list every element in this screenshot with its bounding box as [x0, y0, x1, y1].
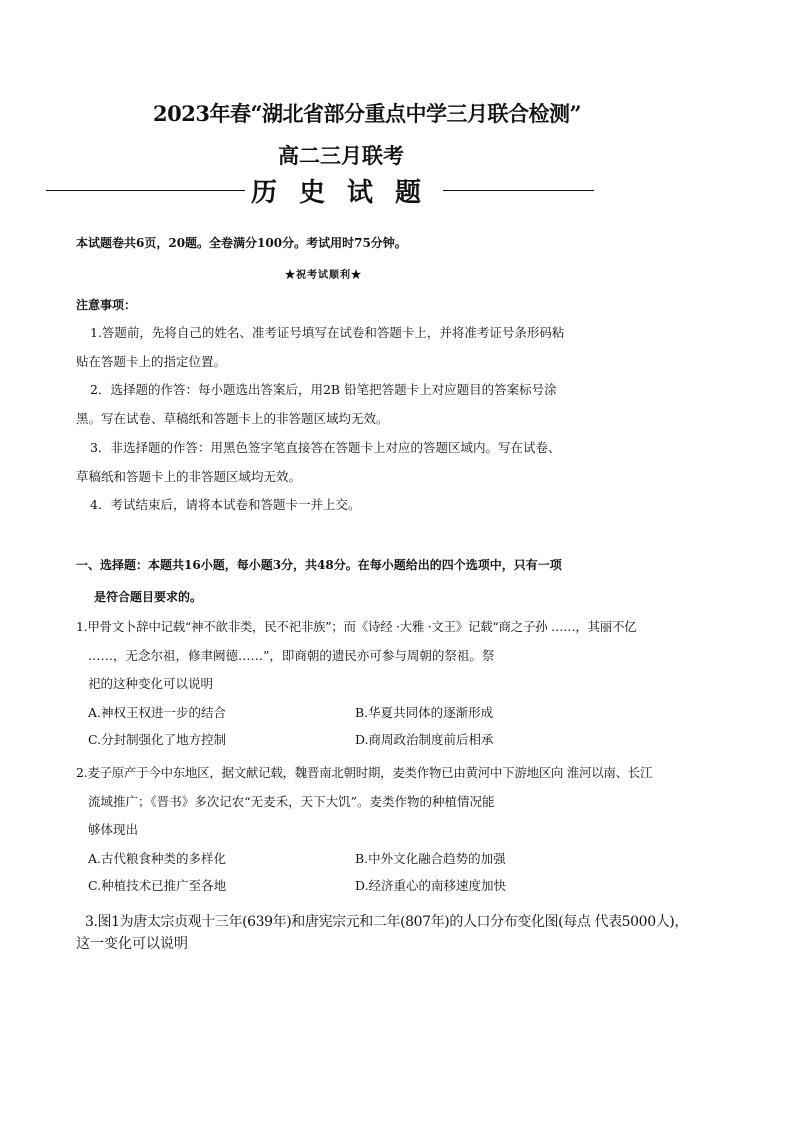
subject-title: 历史试题 — [245, 172, 443, 209]
exam-intro: 本试题卷共6页，20题。全卷满分100分。考试用时75分钟。 — [76, 236, 407, 250]
question-2-option-c: C.种植技术已推广至各地 — [88, 878, 227, 893]
notice-line: 贴在答题卡上的指定位置。 — [76, 354, 227, 369]
good-luck-line: ★祝考试顺利★ — [285, 270, 362, 281]
question-2-option-a: A.古代粮食种类的多样化 — [88, 851, 227, 866]
question-2-option-d: D.经济重心的南移速度加快 — [355, 878, 507, 893]
question-1-option-c: C.分封制强化了地方控制 — [88, 732, 227, 747]
notice-line: 1.答题前，先将自己的姓名、准考证号填写在试卷和答题卡上，并将准考证号条形码粘 — [90, 325, 565, 340]
question-1-option-d: D.商周政治制度前后相承 — [355, 732, 494, 747]
question-2-line: 流域推广；《晋书》多次记农“无麦禾，天下大饥”。麦类作物的种植情况能 — [88, 794, 495, 809]
question-1-option-b: B.华夏共同体的逐渐形成 — [355, 705, 494, 720]
question-3-line: 3.图1为唐太宗贞观十三年(639年)和唐宪宗元和二年(807年)的人口分布变化图(每点 代表5000人)， — [85, 914, 688, 930]
question-1-line: ……，无念尔祖，修聿阙德……”，即商朝的遗民亦可参与周朝的祭祖。祭 — [88, 648, 495, 663]
notice-line: 2．选择题的作答：每小题选出答案后，用2B 铅笔把答题卡上对应题目的答案标号涂 — [90, 382, 557, 397]
exam-title-line2: 高二三月联考 — [278, 143, 404, 168]
notice-line: 3．非选择题的作答：用黑色签字笔直接答在答题卡上对应的答题区域内。写在试卷、 — [90, 440, 561, 455]
question-1-line: 1.甲骨文卜辞中记载“神不歆非类，民不祀非族”；而《诗经 ·大雅 ·文王》记载“商之子孙 ……，其丽不亿 — [76, 619, 637, 634]
question-1-option-a: A.神权王权进一步的结合 — [88, 705, 227, 720]
question-3-line: 这一变化可以说明 — [76, 936, 188, 952]
question-2-line: 够体现出 — [88, 822, 139, 837]
notice-line: 黑。写在试卷、草稿纸和答题卡上的非答题区域均无效。 — [76, 411, 389, 426]
question-2-line: 2.麦子原产于今中东地区，据文献记载，魏晋南北朝时期，麦类作物已由黄河中下游地区向 淮河以南、长江 — [76, 765, 653, 780]
section-heading: 一、选择题：本题共16小题，每小题3分，共48分。在每小题给出的四个选项中，只有一项 — [76, 558, 562, 572]
section-heading-cont: 是符合题目要求的。 — [94, 590, 203, 604]
question-2-option-b: B.中外文化融合趋势的加强 — [355, 851, 506, 866]
question-1-line: 祀的这种变化可以说明 — [88, 676, 214, 691]
notice-line: 草稿纸和答题卡上的非答题区域均无效。 — [76, 469, 302, 484]
notice-line: 4．考试结束后，请将本试卷和答题卡一并上交。 — [90, 497, 361, 512]
exam-title-line1: 2023年春“湖北省部分重点中学三月联合检测” — [153, 101, 582, 126]
notice-heading: 注意事项： — [76, 298, 137, 312]
